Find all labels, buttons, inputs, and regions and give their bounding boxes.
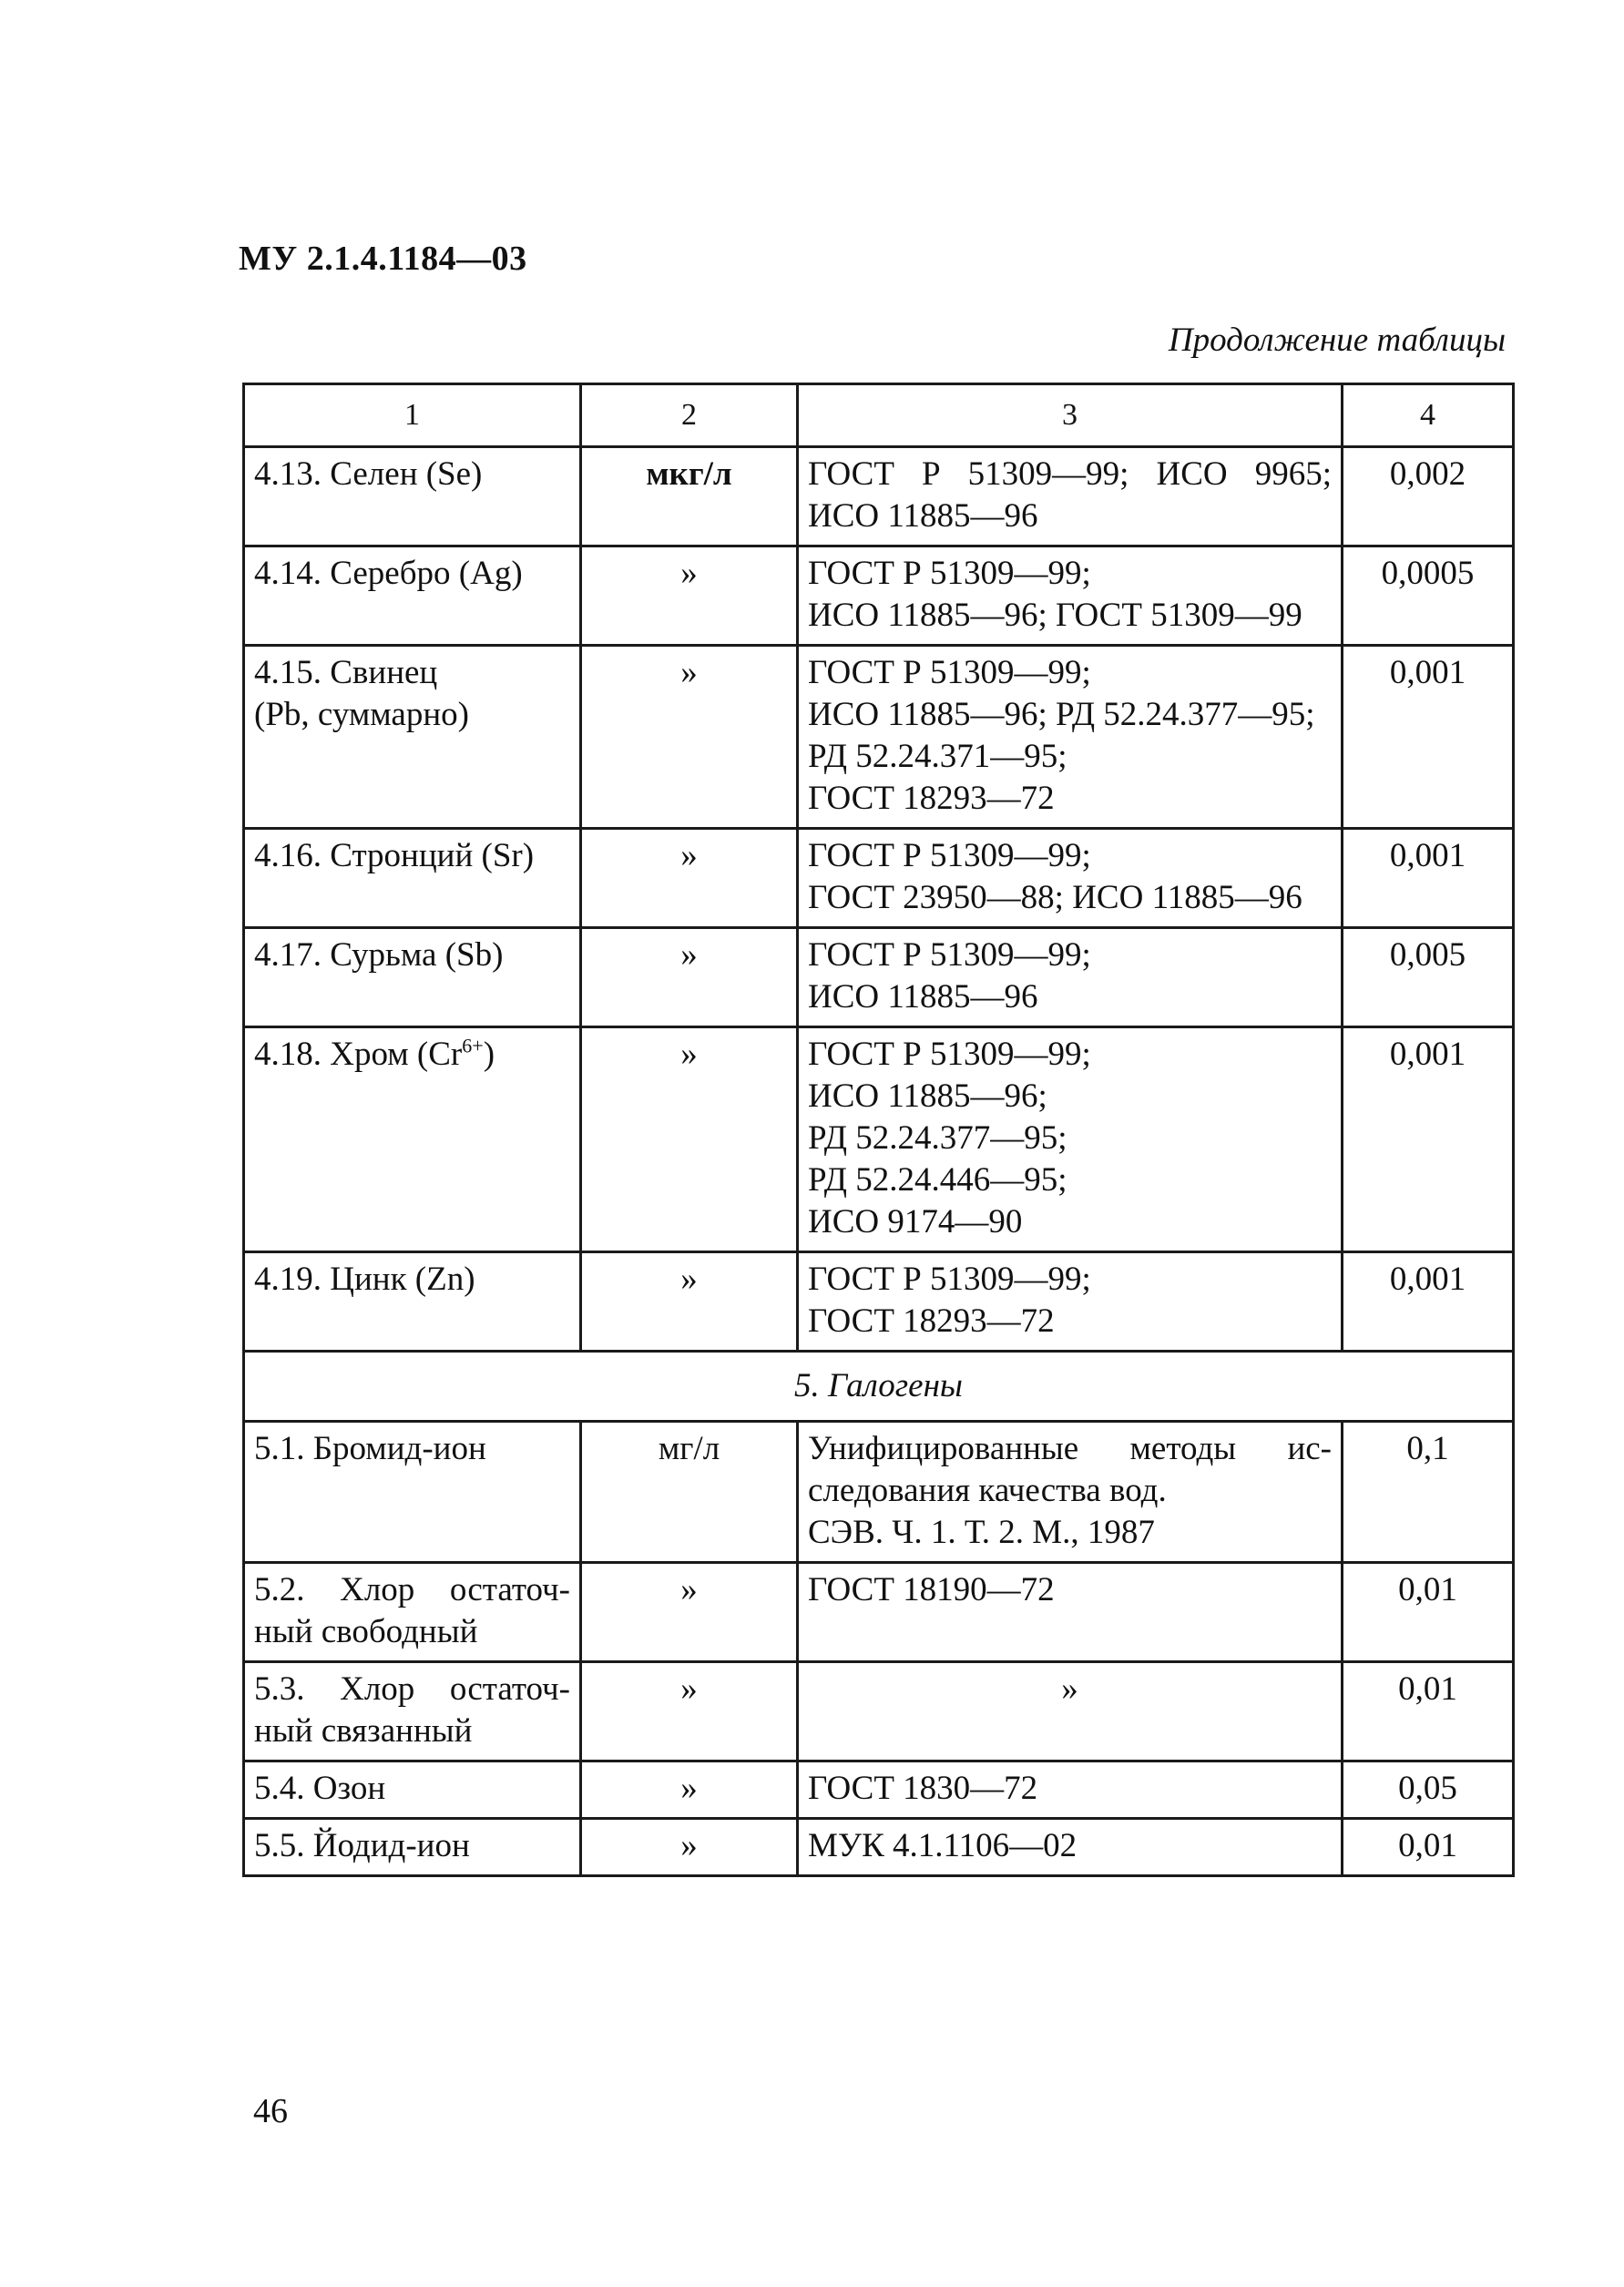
method-standards: Унифицированные методы ис- следования качества вод. СЭВ. Ч. 1. Т. 2. М., 1987	[798, 1422, 1343, 1563]
table-row	[244, 1252, 1514, 1352]
page-number: 46	[253, 2092, 288, 2130]
table-row	[244, 1662, 1514, 1761]
method-standards: МУК 4.1.1106—02	[798, 1819, 1343, 1876]
method-standards: ГОСТ 1830—72	[798, 1761, 1343, 1819]
indicator-name: 5.2. Хлор остаточ- ный свободный	[244, 1563, 581, 1662]
unit: »	[581, 1761, 798, 1819]
method-standards: ГОСТ Р 51309—99; ИСО 11885—96; ГОСТ 51309—99	[798, 546, 1343, 646]
column-number: 1	[244, 384, 581, 447]
table-row	[244, 447, 1514, 546]
document-code: МУ 2.1.4.1184—03	[239, 240, 527, 278]
indicator-name: 4.18. Хром $(Cr^{6+})$	[244, 1027, 581, 1252]
indicator-name: 4.19. Цинк (Zn)	[244, 1252, 581, 1352]
table-row	[244, 646, 1514, 829]
method-standards: ГОСТ Р 51309—99; ГОСТ 23950—88; ИСО 11885—96	[798, 829, 1343, 928]
method-standards: ГОСТ Р 51309—99; ИСО 11885—96; РД 52.24.377—95; РД 52.24.371—95; ГОСТ 18293—72	[798, 646, 1343, 829]
unit: »	[581, 829, 798, 928]
table-row	[244, 1761, 1514, 1819]
indicator-name: 4.15. Свинец (Pb, суммарно)	[244, 646, 581, 829]
unit: »	[581, 1662, 798, 1761]
limit-value: 0,001	[1343, 829, 1514, 928]
unit: »	[581, 1819, 798, 1876]
indicator-name: 4.13. Селен (Se)	[244, 447, 581, 546]
table-row	[244, 546, 1514, 646]
method-standards: »	[798, 1662, 1343, 1761]
limit-value: 0,1	[1343, 1422, 1514, 1563]
limit-value: 0,01	[1343, 1662, 1514, 1761]
unit: »	[581, 546, 798, 646]
indicator-name: 5.5. Йодид-ион	[244, 1819, 581, 1876]
table-row	[244, 928, 1514, 1027]
limit-value: 0,01	[1343, 1819, 1514, 1876]
limit-value: 0,005	[1343, 928, 1514, 1027]
table-continuation-label: Продолжение таблицы	[1168, 322, 1506, 359]
unit: »	[581, 1027, 798, 1252]
unit: мг/л	[581, 1422, 798, 1563]
limit-value: 0,001	[1343, 1027, 1514, 1252]
table-row	[244, 1819, 1514, 1876]
method-standards: ГОСТ 18190—72	[798, 1563, 1343, 1662]
standards-table	[242, 383, 1515, 1877]
limit-value: 0,05	[1343, 1761, 1514, 1819]
table-row	[244, 1422, 1514, 1563]
method-standards: ГОСТ Р 51309—99; ИСО 11885—96	[798, 928, 1343, 1027]
indicator-name: 5.3. Хлор остаточ- ный связанный	[244, 1662, 581, 1761]
section-heading-row	[244, 1352, 1514, 1422]
method-standards: ГОСТ Р 51309—99; ИСО 11885—96; РД 52.24.377—95; РД 52.24.446—95; ИСО 9174—90	[798, 1027, 1343, 1252]
indicator-name: 4.17. Сурьма (Sb)	[244, 928, 581, 1027]
column-number-row	[244, 384, 1514, 447]
indicator-name: 5.1. Бромид-ион	[244, 1422, 581, 1563]
indicator-name: 4.16. Стронций (Sr)	[244, 829, 581, 928]
unit: мкг/л	[581, 447, 798, 546]
unit: »	[581, 1563, 798, 1662]
method-standards: ГОСТ Р 51309—99; ГОСТ 18293—72	[798, 1252, 1343, 1352]
table-row	[244, 829, 1514, 928]
table-row	[244, 1027, 1514, 1252]
column-number: 3	[798, 384, 1343, 447]
column-number: 4	[1343, 384, 1514, 447]
unit: »	[581, 928, 798, 1027]
column-number: 2	[581, 384, 798, 447]
table-row	[244, 1563, 1514, 1662]
limit-value: 0,001	[1343, 1252, 1514, 1352]
unit: »	[581, 1252, 798, 1352]
unit: »	[581, 646, 798, 829]
indicator-name: 4.14. Серебро (Ag)	[244, 546, 581, 646]
indicator-name: 5.4. Озон	[244, 1761, 581, 1819]
limit-value: 0,002	[1343, 447, 1514, 546]
limit-value: 0,01	[1343, 1563, 1514, 1662]
limit-value: 0,001	[1343, 646, 1514, 829]
method-standards: ГОСТ Р 51309—99; ИСО 9965; ИСО 11885—96	[798, 447, 1343, 546]
section-heading: 5. Галогены	[244, 1352, 1514, 1422]
limit-value: 0,0005	[1343, 546, 1514, 646]
